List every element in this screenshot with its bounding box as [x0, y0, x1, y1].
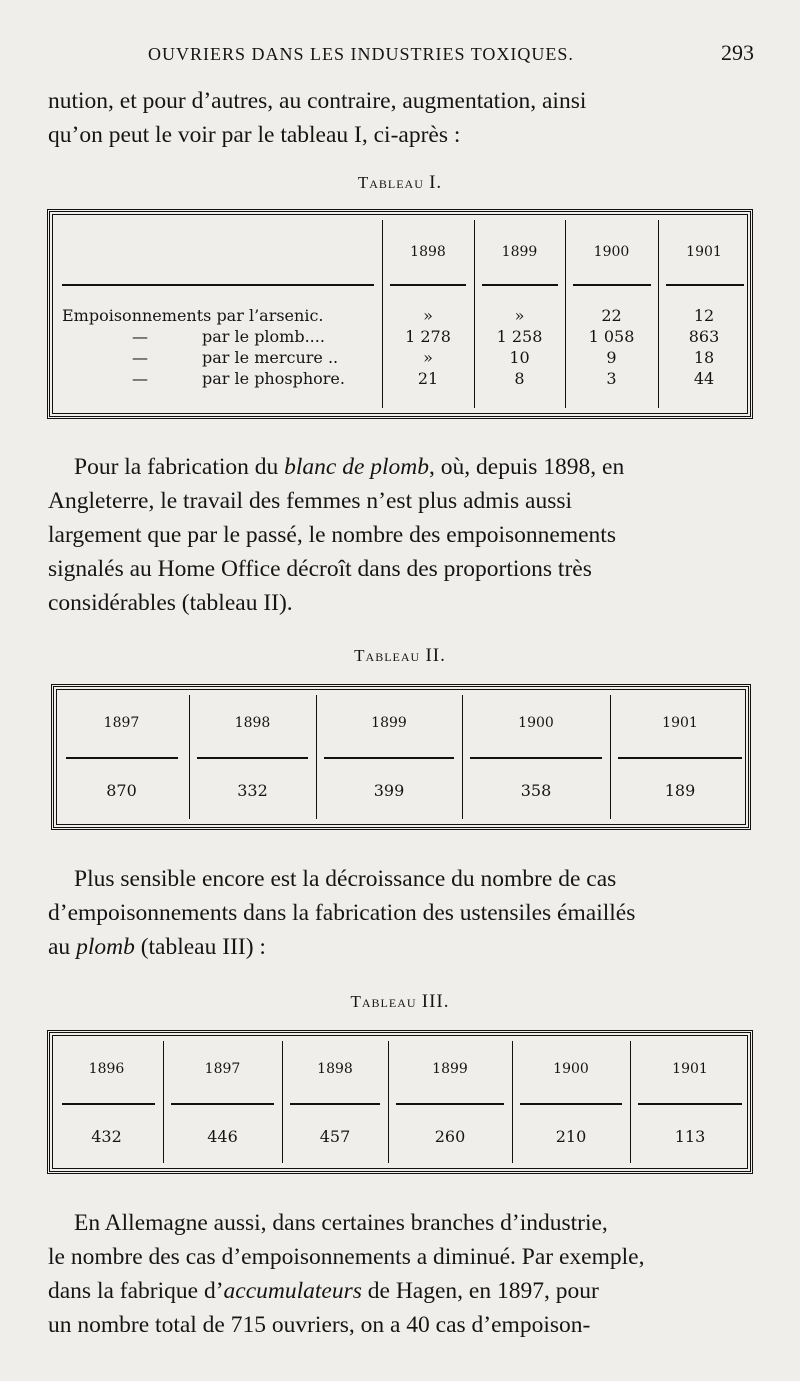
running-title: OUVRIERS DANS LES INDUSTRIES TOXIQUES. — [148, 44, 574, 64]
text-line — [48, 450, 754, 484]
header-rule — [62, 284, 374, 286]
paragraph-ustensiles — [48, 862, 754, 964]
table-row-label: par le plomb.... — [202, 327, 325, 346]
italic-term: plomb — [76, 934, 135, 960]
table-row-label: par le mercure .. — [202, 348, 339, 367]
text-line: d’empoisonnements dans la fabrication des ustensiles émaillés — [48, 900, 636, 926]
text-span: , où, depuis 1898, en — [429, 454, 625, 480]
text-line — [48, 1274, 754, 1308]
text-line: un nombre total de 715 ouvriers, on a 40 cas d’empoison- — [48, 1312, 591, 1338]
column-divider — [610, 695, 611, 819]
text-line: nution, et pour d’autres, au contraire, augmentation, ainsi — [48, 88, 587, 114]
table-cell: 399 — [373, 781, 405, 800]
caption-number: II. — [425, 645, 446, 666]
header-rule — [396, 1103, 504, 1105]
header-rule — [62, 1103, 155, 1105]
table-cell: » — [423, 306, 433, 325]
table-cell: 358 — [520, 781, 552, 800]
caption-word: Tableau — [350, 992, 417, 1011]
table-row-label: Empoisonnements par l’arsenic. — [62, 306, 324, 325]
text-line: qu’on peut le voir par le tableau I, ci-après : — [48, 122, 461, 148]
table-cell: 22 — [601, 306, 622, 325]
table-header-cell: 1900 — [593, 244, 630, 260]
table-cell: 10 — [509, 348, 530, 367]
paragraph-allemagne — [48, 1206, 754, 1342]
page-number: 293 — [721, 40, 754, 65]
text-line — [48, 930, 754, 964]
table-1 — [47, 209, 753, 419]
column-divider — [316, 695, 317, 819]
text-line: considérables (tableau II). — [48, 590, 293, 616]
italic-term: blanc de plomb — [284, 454, 430, 480]
table-cell: 21 — [417, 369, 439, 388]
table-header-cell: 1901 — [686, 244, 722, 260]
page-header — [48, 38, 756, 68]
table-cell: 189 — [664, 781, 696, 800]
table-cell: 457 — [319, 1127, 351, 1146]
column-divider — [189, 695, 190, 819]
table-cell: 210 — [555, 1127, 587, 1146]
text-span: Pour la fabrication du — [74, 454, 285, 480]
table-cell: 1 058 — [588, 327, 635, 346]
text-span: de Hagen, en 1897, pour — [361, 1278, 599, 1304]
italic-term: accumulateurs — [223, 1278, 362, 1304]
table-cell: 1 278 — [405, 327, 451, 346]
header-rule — [171, 1103, 274, 1105]
table-cell: 432 — [91, 1127, 122, 1146]
table-cell: 446 — [207, 1127, 238, 1146]
text-line: Angleterre, le travail des femmes n’est plus admis aussi — [48, 488, 573, 514]
text-span: (tableau III) : — [134, 934, 266, 960]
table-header-cell: 1899 — [432, 1061, 468, 1077]
column-divider — [462, 695, 463, 819]
text-line: le nombre des cas d’empoisonnements a diminué. Par exemple, — [48, 1244, 645, 1270]
text-line: Plus sensible encore est la décroissance du nombre de cas — [74, 866, 617, 892]
table-cell: 260 — [434, 1127, 466, 1146]
table-2 — [51, 684, 751, 830]
table-cell: 3 — [606, 369, 617, 388]
table-header-cell: 1901 — [672, 1061, 708, 1077]
table-header-cell: 1897 — [103, 715, 140, 731]
table-3 — [47, 1030, 753, 1174]
text-line: signalés au Home Office décroît dans des proportions très — [48, 556, 592, 582]
table-row-label: par le phosphore. — [202, 369, 345, 388]
table-cell: 870 — [106, 781, 137, 800]
table-cell: 113 — [674, 1127, 706, 1146]
table-header-cell: 1900 — [553, 1061, 589, 1077]
header-rule — [520, 1103, 622, 1105]
header-rule — [66, 757, 178, 759]
table-cell: 8 — [514, 369, 525, 388]
table-cell: 44 — [693, 369, 715, 388]
header-rule — [638, 1103, 742, 1105]
table-cell: » — [423, 348, 433, 367]
table-cell: 863 — [688, 327, 720, 346]
header-rule — [197, 757, 308, 759]
table-cell: » — [514, 306, 525, 325]
header-rule — [618, 757, 742, 759]
paragraph-intro — [48, 84, 754, 152]
table-header-cell: 1900 — [518, 715, 554, 731]
paragraph-blanc-de-plomb — [48, 450, 754, 620]
header-rule — [470, 757, 602, 759]
table-cell: 18 — [693, 348, 715, 367]
caption-word: Tableau — [354, 646, 421, 665]
table-header-cell: 1901 — [662, 715, 698, 731]
text-span: au — [48, 934, 77, 960]
table-2-caption — [0, 645, 800, 667]
table-header-cell: 1899 — [501, 244, 538, 260]
table-3-caption — [0, 991, 800, 1013]
table-header-cell: 1897 — [204, 1061, 241, 1077]
header-rule — [290, 1103, 380, 1105]
text-line: En Allemagne aussi, dans certaines branches d’industrie, — [74, 1210, 608, 1236]
header-rule — [390, 284, 466, 286]
header-rule — [666, 284, 744, 286]
table-row-dash: — — [132, 327, 148, 346]
table-header-cell: 1896 — [88, 1061, 125, 1077]
table-header-cell: 1898 — [234, 715, 271, 731]
table-header-cell: 1898 — [410, 244, 446, 260]
table-cell: 1 258 — [496, 327, 543, 346]
table-cell: 12 — [693, 306, 715, 325]
header-rule — [482, 284, 558, 286]
text-line: largement que par le passé, le nombre des empoisonnements — [48, 522, 616, 548]
table-cell: 9 — [606, 348, 617, 367]
caption-number: III. — [421, 991, 450, 1012]
header-rule — [324, 757, 454, 759]
text-span: dans la fabrique d’ — [48, 1278, 224, 1304]
caption-number: I. — [429, 172, 443, 193]
table-header-cell: 1898 — [317, 1061, 353, 1077]
table-header-cell: 1899 — [371, 715, 407, 731]
caption-word: Tableau — [357, 173, 424, 192]
header-rule — [573, 284, 651, 286]
table-1-caption — [0, 172, 800, 194]
table-row-dash: — — [132, 348, 148, 367]
table-row-dash: — — [132, 369, 148, 388]
table-cell: 332 — [237, 781, 268, 800]
